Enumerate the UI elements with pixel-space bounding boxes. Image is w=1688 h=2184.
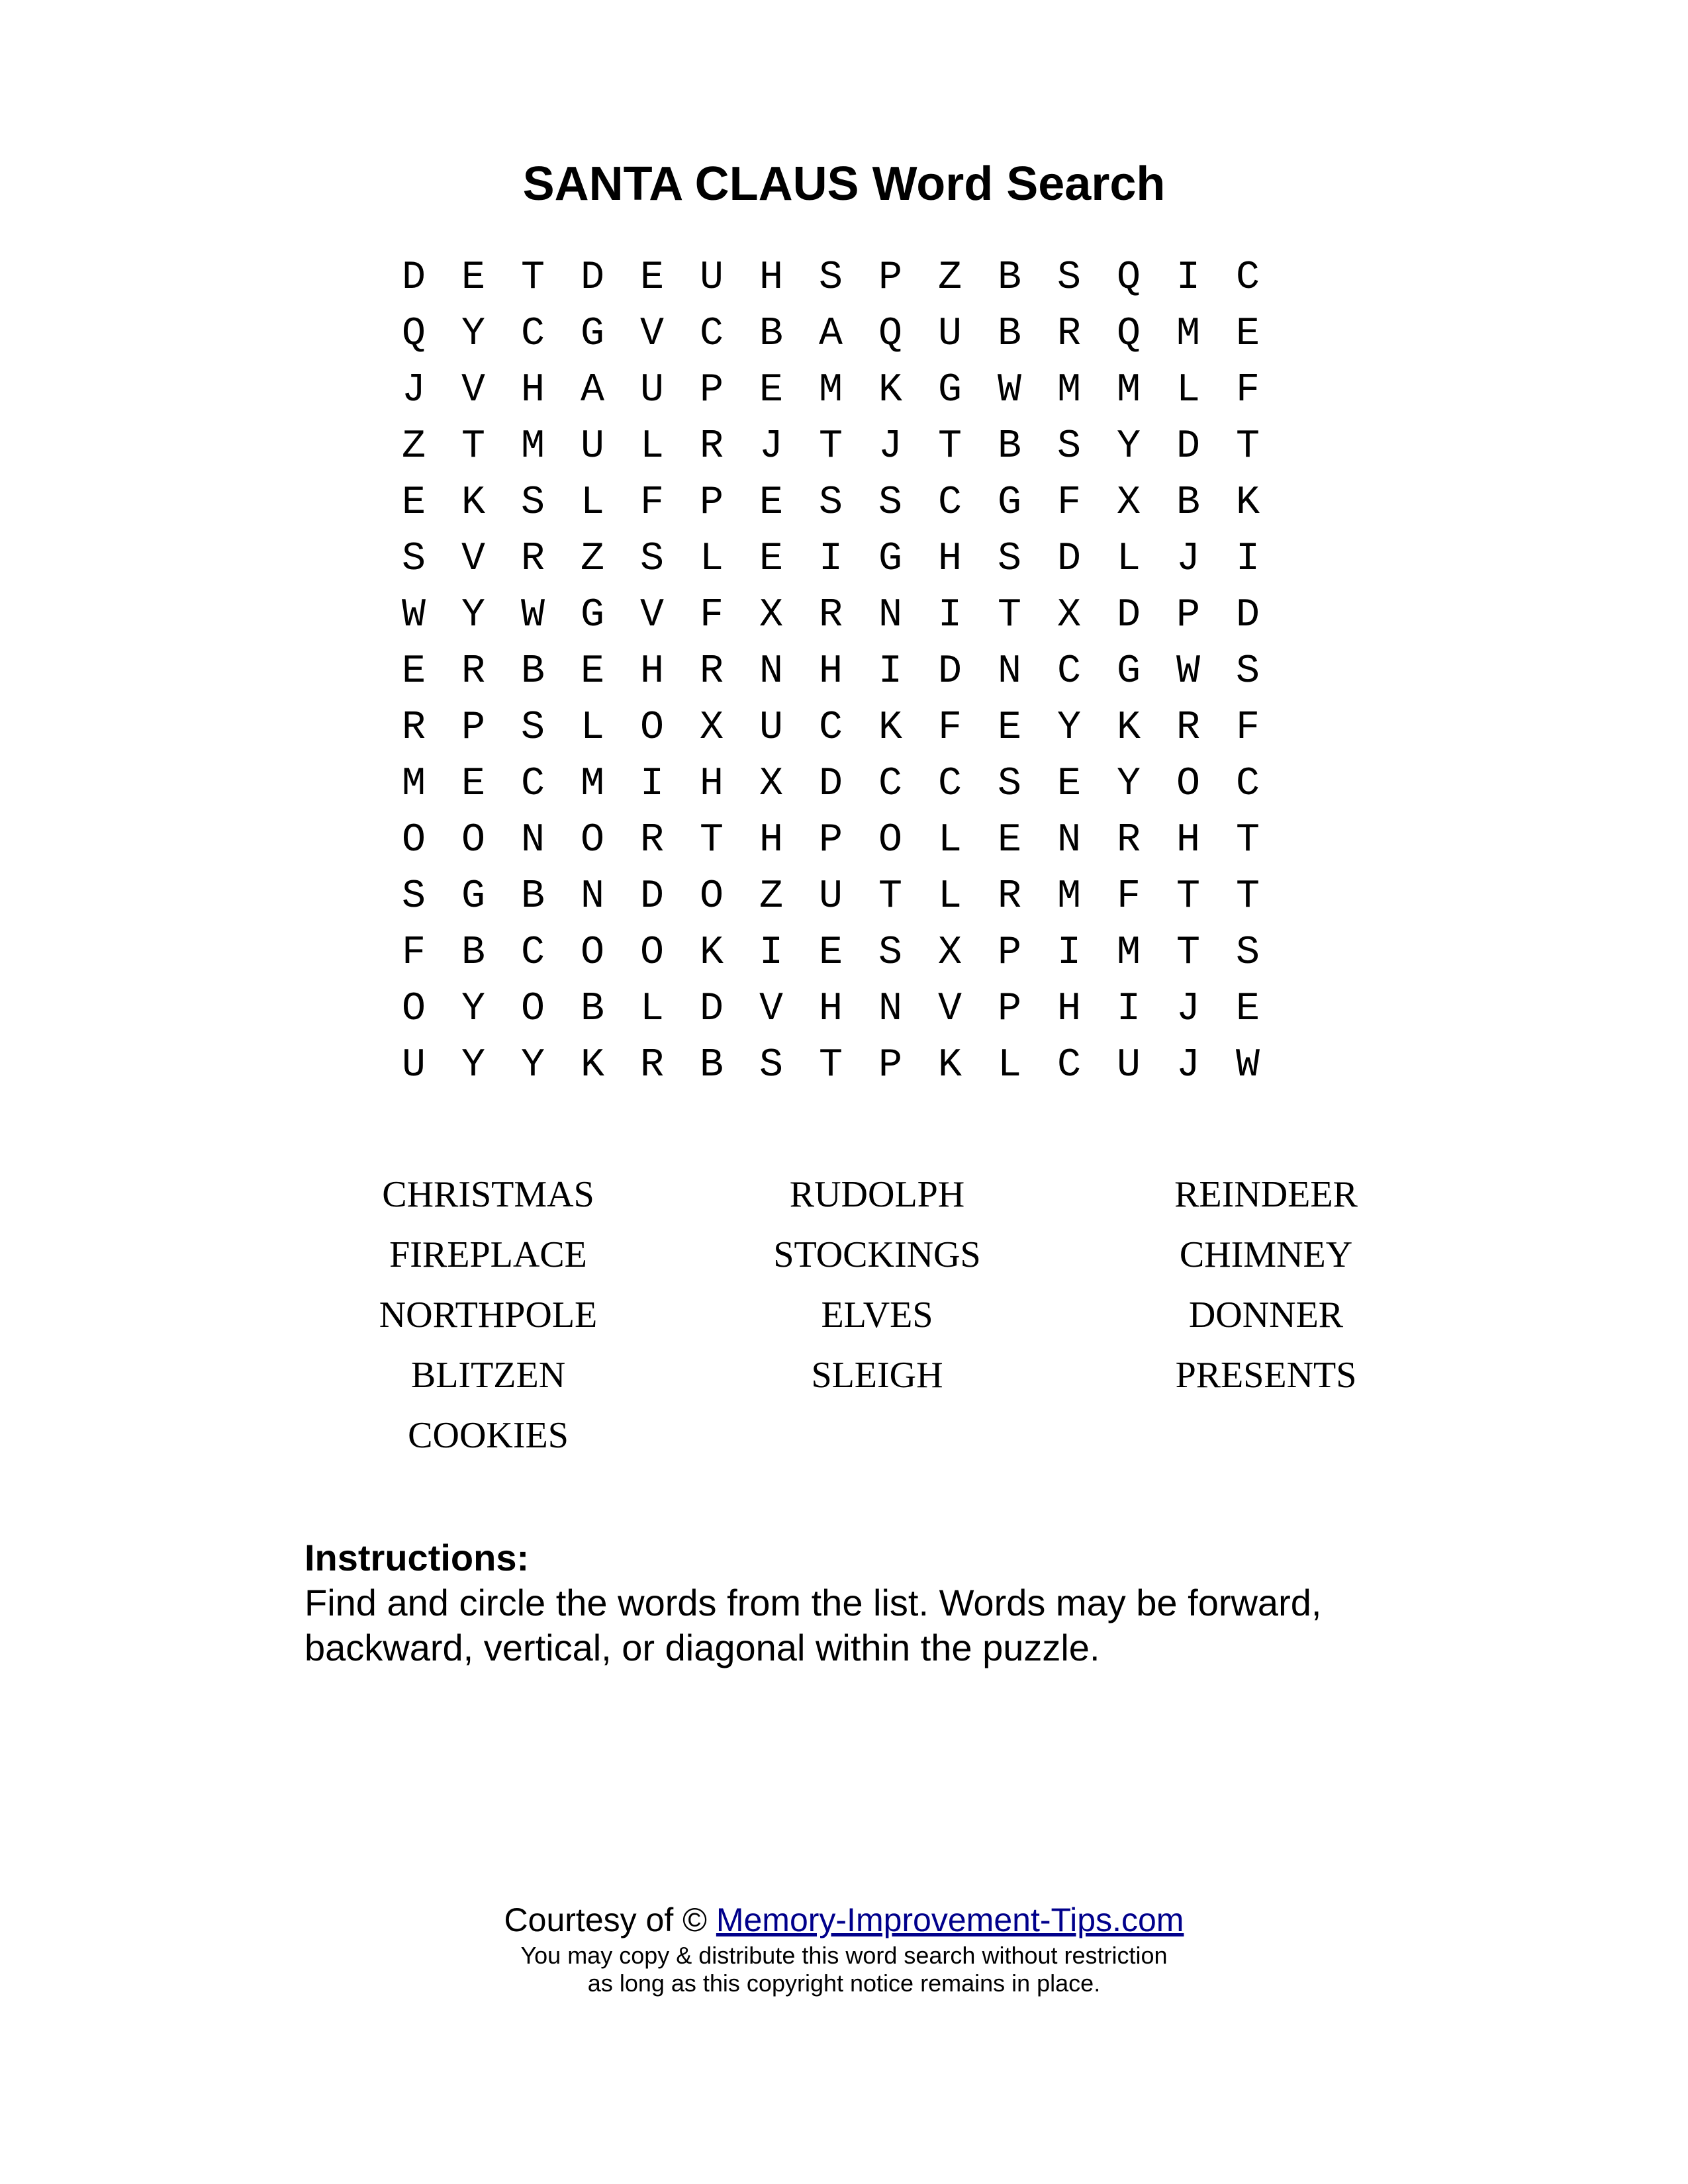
grid-letter: S [401,874,426,919]
grid-letter: S [401,537,426,582]
grid-letter: B [520,649,545,694]
grid-letter: G [937,368,962,413]
grid-letter: U [759,705,783,751]
grid-letter: L [699,537,724,582]
grid-letter: P [818,818,843,863]
grid-letter: C [699,312,724,357]
grid-letter: G [997,480,1021,525]
grid-letter: I [937,593,962,638]
grid-letter: S [1056,255,1081,300]
grid-letter: G [580,593,604,638]
grid-letter: F [1235,705,1260,751]
grid-letter: E [461,762,485,807]
grid-letter: I [1176,255,1200,300]
grid-letter: D [639,874,664,919]
grid-letter: E [461,255,485,300]
grid-letter: G [1116,649,1141,694]
grid-letter: J [878,424,902,469]
grid-letter: H [1176,818,1200,863]
grid-row [384,869,1278,925]
grid-letter: W [401,593,426,638]
grid-letter: D [1235,593,1260,638]
word-list-item: STOCKINGS [773,1234,981,1275]
grid-letter: P [878,255,902,300]
grid-letter: F [639,480,664,525]
grid-letter: W [520,593,545,638]
grid-letter: N [580,874,604,919]
grid-letter: K [699,931,724,976]
grid-letter: X [759,593,783,638]
grid-letter: F [1056,480,1081,525]
grid-letter: M [1056,874,1081,919]
grid-letter: R [997,874,1021,919]
grid-row [384,588,1278,644]
grid-letter: Q [878,312,902,357]
word-list-item: BLITZEN [410,1355,566,1396]
grid-row [384,756,1278,813]
grid-letter: H [639,649,664,694]
grid-letter: D [818,762,843,807]
grid-letter: C [878,762,902,807]
grid-letter: O [401,818,426,863]
grid-letter: M [401,762,426,807]
grid-letter: K [937,1043,962,1088]
grid-letter: L [997,1043,1021,1088]
grid-letter: N [520,818,545,863]
grid-letter: M [1056,368,1081,413]
grid-letter: L [580,480,604,525]
grid-letter: A [818,312,843,357]
grid-letter: A [580,368,604,413]
grid-letter: F [937,705,962,751]
grid-row [384,644,1278,700]
grid-letter: T [878,874,902,919]
grid-letter: D [580,255,604,300]
grid-row [384,925,1278,981]
grid-letter: E [580,649,604,694]
grid-letter: M [1176,312,1200,357]
grid-row [384,981,1278,1038]
grid-letter: B [580,987,604,1032]
grid-letter: S [878,480,902,525]
grid-letter: D [1056,537,1081,582]
grid-letter: B [997,255,1021,300]
grid-letter: T [520,255,545,300]
grid-letter: V [461,537,485,582]
grid-letter: T [1176,931,1200,976]
grid-letter: G [461,874,485,919]
grid-letter: I [639,762,664,807]
letter-grid [384,250,1278,1094]
grid-letter: J [1176,1043,1200,1088]
grid-letter: Q [1116,255,1141,300]
grid-letter: S [520,705,545,751]
grid-letter: E [401,649,426,694]
grid-letter: R [461,649,485,694]
grid-letter: P [699,480,724,525]
grid-letter: I [1235,537,1260,582]
grid-letter: R [639,1043,664,1088]
grid-letter: E [997,818,1021,863]
grid-letter: U [580,424,604,469]
grid-letter: K [878,368,902,413]
copyright-notice-line-1: You may copy & distribute this word search without restriction [520,1942,1168,1969]
grid-letter: O [401,987,426,1032]
grid-letter: W [1235,1043,1260,1088]
grid-letter: K [461,480,485,525]
grid-letter: S [1235,931,1260,976]
grid-letter: N [997,649,1021,694]
grid-letter: B [520,874,545,919]
grid-letter: R [699,424,724,469]
grid-letter: Z [401,424,426,469]
grid-letter: T [937,424,962,469]
grid-letter: E [759,480,783,525]
grid-letter: L [639,987,664,1032]
grid-letter: T [1235,424,1260,469]
word-list-item: CHRISTMAS [382,1174,594,1215]
grid-letter: M [1116,931,1141,976]
grid-letter: R [401,705,426,751]
grid-letter: W [1176,649,1200,694]
grid-letter: L [580,705,604,751]
grid-letter: X [937,931,962,976]
word-list-item: NORTHPOLE [379,1295,598,1336]
grid-letter: H [937,537,962,582]
grid-letter: V [937,987,962,1032]
grid-letter: R [520,537,545,582]
grid-letter: P [997,931,1021,976]
grid-letter: H [699,762,724,807]
grid-letter: C [1235,762,1260,807]
grid-letter: E [759,537,783,582]
word-list-item: ELVES [821,1295,933,1336]
grid-letter: O [580,818,604,863]
grid-letter: O [699,874,724,919]
grid-letter: V [639,312,664,357]
grid-letter: R [1056,312,1081,357]
grid-letter: C [1235,255,1260,300]
grid-letter: Y [1056,705,1081,751]
grid-letter: T [461,424,485,469]
grid-letter: C [520,762,545,807]
grid-letter: X [699,705,724,751]
grid-letter: O [461,818,485,863]
grid-letter: J [401,368,426,413]
grid-letter: V [639,593,664,638]
instructions-line-1: Find and circle the words from the list. Words may be forward, [305,1582,1322,1623]
grid-letter: M [520,424,545,469]
grid-letter: R [1116,818,1141,863]
footer [0,1898,1688,1997]
grid-letter: L [1176,368,1200,413]
grid-letter: N [759,649,783,694]
grid-letter: J [1176,987,1200,1032]
grid-row [384,306,1278,363]
grid-letter: L [1116,537,1141,582]
grid-letter: K [878,705,902,751]
grid-letter: X [759,762,783,807]
grid-letter: M [1116,368,1141,413]
grid-row [384,531,1278,588]
grid-letter: E [1235,312,1260,357]
grid-letter: R [1176,705,1200,751]
grid-row [384,475,1278,531]
grid-letter: D [1116,593,1141,638]
grid-row [384,1038,1278,1094]
grid-letter: O [1176,762,1200,807]
word-list [298,1165,1456,1466]
grid-letter: M [580,762,604,807]
grid-letter: I [759,931,783,976]
grid-letter: S [1056,424,1081,469]
grid-row [384,700,1278,756]
grid-letter: U [937,312,962,357]
page-title: SANTA CLAUS Word Search [522,158,1166,210]
grid-letter: R [818,593,843,638]
grid-letter: H [818,987,843,1032]
grid-letter: I [818,537,843,582]
grid-letter: U [818,874,843,919]
grid-letter: K [1116,705,1141,751]
grid-letter: J [1176,537,1200,582]
grid-letter: L [937,818,962,863]
instructions [305,1535,1430,1670]
grid-letter: C [520,312,545,357]
grid-row [384,813,1278,869]
grid-letter: S [878,931,902,976]
instructions-heading: Instructions: [305,1537,530,1578]
grid-letter: E [401,480,426,525]
courtesy-line [0,1898,1688,1942]
grid-letter: S [759,1043,783,1088]
grid-letter: U [699,255,724,300]
grid-letter: T [1176,874,1200,919]
grid-letter: S [818,255,843,300]
grid-letter: U [1116,1043,1141,1088]
grid-letter: F [401,931,426,976]
grid-letter: S [997,762,1021,807]
grid-letter: D [1176,424,1200,469]
grid-letter: F [699,593,724,638]
grid-letter: V [759,987,783,1032]
grid-letter: P [878,1043,902,1088]
grid-letter: C [1056,1043,1081,1088]
grid-letter: T [699,818,724,863]
grid-letter: C [937,762,962,807]
grid-letter: X [1056,593,1081,638]
grid-letter: Y [461,312,485,357]
grid-letter: S [997,537,1021,582]
instructions-line-2: backward, vertical, or diagonal within the puzzle. [305,1627,1100,1668]
grid-letter: W [997,368,1021,413]
grid-letter: D [401,255,426,300]
grid-letter: Y [1116,424,1141,469]
grid-row [384,250,1278,306]
grid-letter: X [1116,480,1141,525]
grid-letter: T [997,593,1021,638]
grid-letter: H [759,255,783,300]
grid-letter: L [937,874,962,919]
grid-letter: E [818,931,843,976]
grid-letter: E [1056,762,1081,807]
grid-letter: O [639,931,664,976]
grid-letter: B [1176,480,1200,525]
grid-letter: I [878,649,902,694]
grid-letter: H [520,368,545,413]
grid-letter: N [878,987,902,1032]
grid-letter: B [759,312,783,357]
grid-letter: D [699,987,724,1032]
grid-letter: Y [461,987,485,1032]
grid-letter: P [1176,593,1200,638]
grid-letter: O [639,705,664,751]
grid-letter: B [461,931,485,976]
grid-letter: O [878,818,902,863]
grid-letter: L [639,424,664,469]
grid-letter: N [1056,818,1081,863]
word-list-item: SLEIGH [811,1355,943,1396]
grid-letter: S [1235,649,1260,694]
grid-letter: Z [759,874,783,919]
word-list-item: RUDOLPH [789,1174,965,1215]
grid-letter: T [1235,874,1260,919]
grid-letter: H [759,818,783,863]
grid-letter: C [937,480,962,525]
grid-letter: K [1235,480,1260,525]
word-list-item: CHIMNEY [1179,1234,1353,1275]
word-list-item: COOKIES [408,1415,569,1456]
grid-letter: D [937,649,962,694]
grid-letter: Q [1116,312,1141,357]
grid-letter: I [1056,931,1081,976]
grid-letter: V [461,368,485,413]
grid-letter: F [1116,874,1141,919]
grid-letter: I [1116,987,1141,1032]
grid-letter: E [639,255,664,300]
word-list-item: PRESENTS [1175,1355,1357,1396]
grid-letter: P [461,705,485,751]
grid-letter: P [997,987,1021,1032]
grid-letter: S [818,480,843,525]
grid-letter: S [520,480,545,525]
grid-letter: B [699,1043,724,1088]
grid-letter: Y [1116,762,1141,807]
grid-letter: B [997,424,1021,469]
grid-letter: O [580,931,604,976]
grid-letter: G [878,537,902,582]
grid-letter: U [401,1043,426,1088]
grid-letter: Z [937,255,962,300]
grid-letter: C [520,931,545,976]
grid-row [384,419,1278,475]
grid-row [384,363,1278,419]
word-list-item: REINDEER [1174,1174,1358,1215]
grid-letter: Q [401,312,426,357]
grid-letter: O [520,987,545,1032]
grid-letter: Y [520,1043,545,1088]
grid-letter: Y [461,593,485,638]
grid-letter: P [699,368,724,413]
grid-letter: T [1235,818,1260,863]
grid-letter: K [580,1043,604,1088]
grid-letter: E [997,705,1021,751]
grid-letter: U [639,368,664,413]
grid-letter: F [1235,368,1260,413]
grid-letter: C [818,705,843,751]
word-list-item: FIREPLACE [389,1234,587,1275]
grid-letter: R [699,649,724,694]
grid-letter: H [818,649,843,694]
grid-letter: C [1056,649,1081,694]
grid-letter: R [639,818,664,863]
grid-letter: B [997,312,1021,357]
copyright-notice-line-2: as long as this copyright notice remains in place. [587,1970,1101,1997]
grid-letter: G [580,312,604,357]
grid-letter: Z [580,537,604,582]
site-link[interactable]: Memory-Improvement-Tips.com [716,1901,1184,1938]
grid-letter: T [818,424,843,469]
grid-letter: M [818,368,843,413]
grid-letter: T [818,1043,843,1088]
grid-letter: J [759,424,783,469]
grid-letter: Y [461,1043,485,1088]
grid-letter: H [1056,987,1081,1032]
courtesy-prefix: Courtesy of © [504,1901,716,1938]
grid-letter: N [878,593,902,638]
grid-letter: E [1235,987,1260,1032]
word-list-item: DONNER [1188,1295,1344,1336]
grid-letter: E [759,368,783,413]
grid-letter: S [639,537,664,582]
